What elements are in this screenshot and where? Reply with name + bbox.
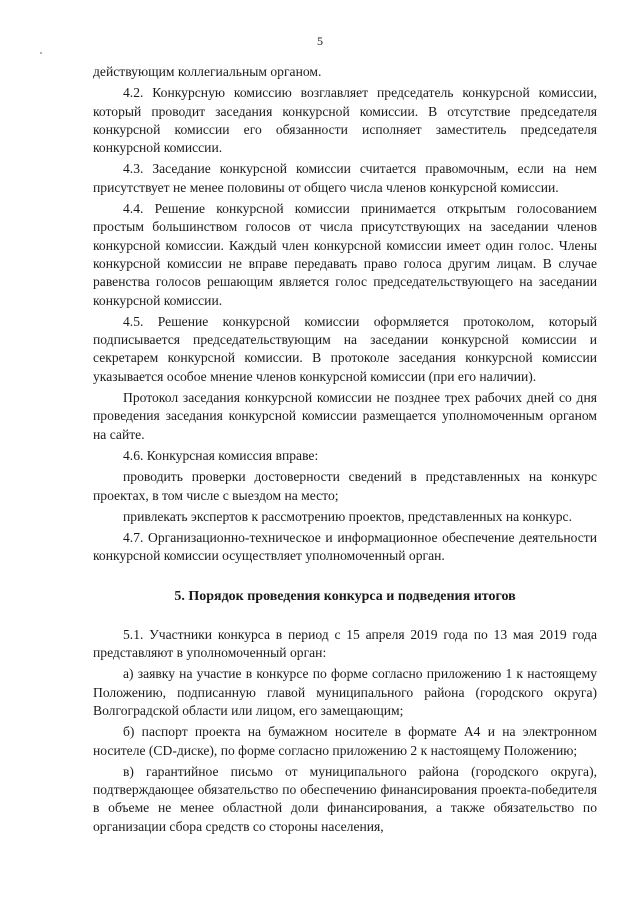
paragraph: в) гарантийное письмо от муниципального района (городского округа), подтверждающее обязательство по обеспечению финансирования проекта-победителя в объеме не менее областной доли финансирования, а также обязательство по организации сбора средств со стороны населения, [93,763,597,834]
paragraph: 4.3. Заседание конкурсной комиссии считается правомочным, если на нем присутствует не менее половины от общего числа членов конкурсной комиссии. [93,161,597,195]
section-heading: 5. Порядок проведения конкурса и подведения итогов [174,588,516,604]
paragraph: проводить проверки достоверности сведений в представленных на конкурс проектах, в том числе с выездом на место; [93,469,597,503]
paragraphs-before [93,63,597,566]
document-body [93,63,597,836]
paragraph: 4.5. Решение конкурсной комиссии оформляется протоколом, который подписывается председательствующим на заседании конкурсной комиссии и секретарем конкурсной комиссии. В протоколе заседания конкурсной комиссии указывается особое мнение членов конкурсной комиссии (при его наличии). [93,313,597,384]
paragraph: привлекать экспертов к рассмотрению проектов, представленных на конкурс. [123,508,572,524]
paragraph: а) заявку на участие в конкурсе по форме согласно приложению 1 к настоящему Положению, подписанную главой муниципального района (городского округа) Волгоградской области или лицом, его замещающим; [93,666,597,718]
paragraphs-after [93,626,597,836]
scan-mark [40,52,42,54]
paragraph: 4.6. Конкурсная комиссия вправе: [123,447,319,463]
paragraph: 4.2. Конкурсную комиссию возглавляет председатель конкурсной комиссии, который проводит заседания конкурсной комиссии. В отсутствие председателя конкурсной комиссии его обязанности исполняет заместитель председателя конкурсной комиссии. [93,85,597,156]
paragraph: действующим коллегиальным органом. [93,64,322,79]
paragraph: 4.7. Организационно-техническое и информационное обеспечение деятельности конкурсной комиссии осуществляет уполномоченный орган. [93,530,597,564]
paragraph: 5.1. Участники конкурса в период с 15 апреля 2019 года по 13 мая 2019 года представляют в уполномоченный орган: [93,626,597,661]
page-number: 5 [317,34,323,48]
paragraph: 4.4. Решение конкурсной комиссии принимается открытым голосованием простым большинством голосов от числа присутствующих на заседании членов конкурсной комиссии. Каждый член конкурсной комиссии имеет один голос. Члены конкурсной комиссии не вправе передавать право голоса другим лицам. В случае равенства голосов решающим является голос председательствующего на заседании конкурсной комиссии. [93,201,597,308]
paragraph: б) паспорт проекта на бумажном носителе в формате А4 и на электронном носителе (CD-диске), по форме согласно приложению 2 к настоящему Положению; [93,724,597,758]
paragraph: Протокол заседания конкурсной комиссии не позднее трех рабочих дней со дня проведения заседания конкурсной комиссии размещается уполномоченным органом на сайте. [93,390,597,442]
